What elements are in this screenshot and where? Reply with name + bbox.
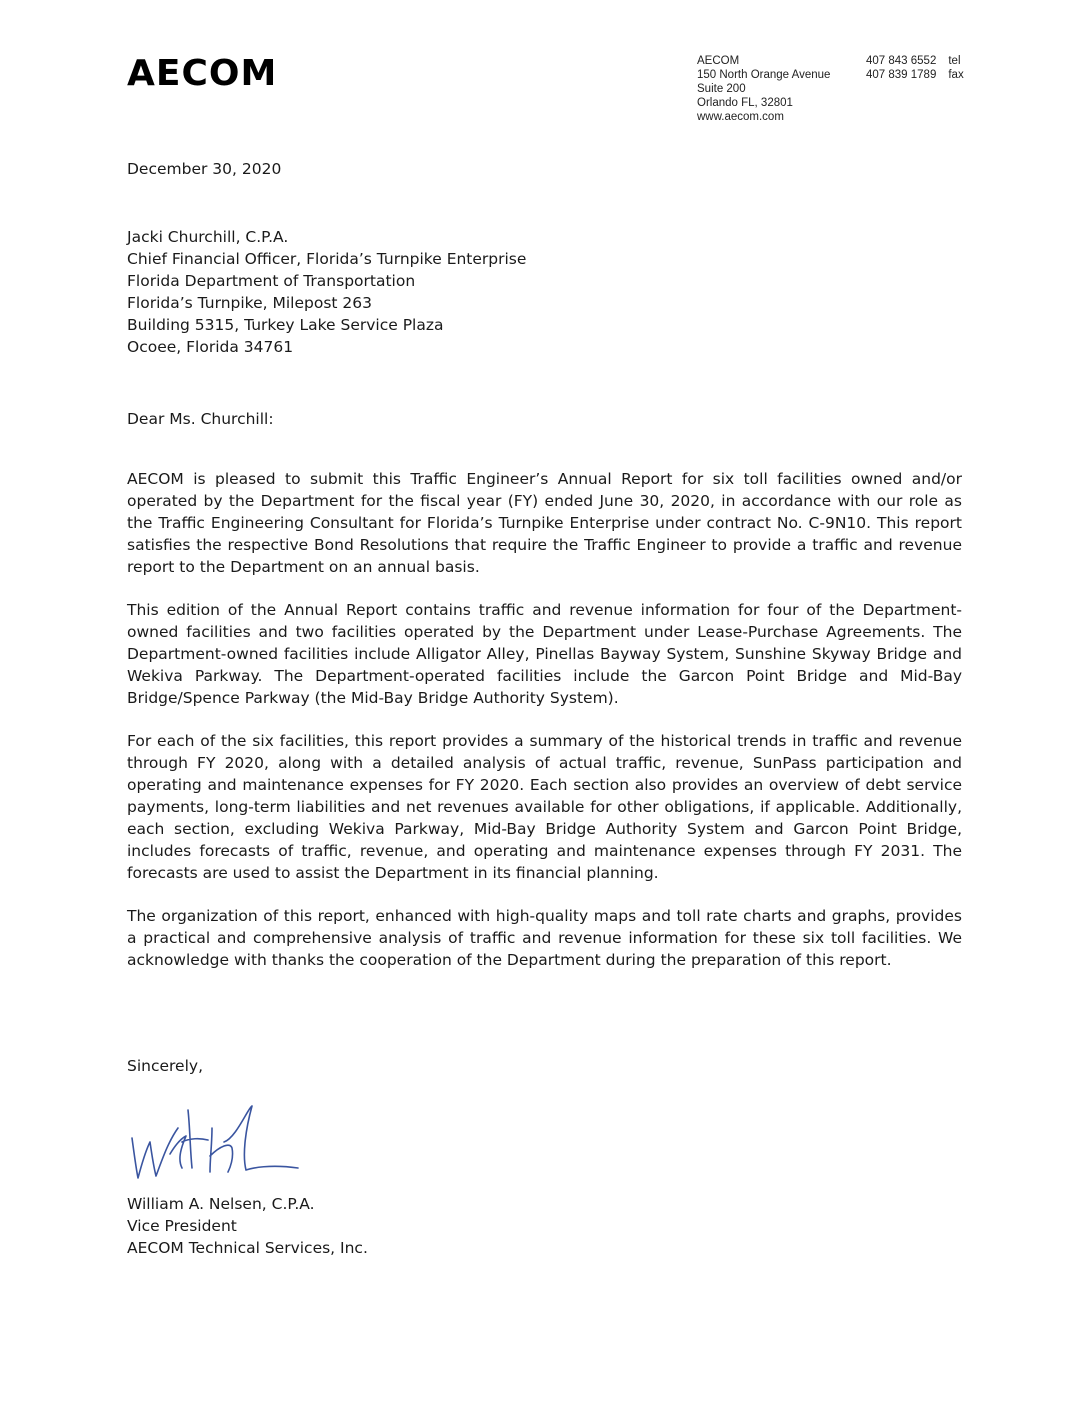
sender-address xyxy=(697,54,830,124)
recipient-line: Building 5315, Turkey Lake Service Plaza xyxy=(127,316,444,334)
recipient-line: Florida’s Turnpike, Milepost 263 xyxy=(127,294,372,312)
website-link[interactable]: www.aecom.com xyxy=(697,111,784,123)
address-line: Suite 200 xyxy=(697,83,746,95)
signer-name: William A. Nelsen, C.P.A. xyxy=(127,1195,315,1213)
signer-title: Vice President xyxy=(127,1217,237,1235)
recipient-line: Ocoee, Florida 34761 xyxy=(127,338,294,356)
phone-row-fax xyxy=(866,68,964,82)
phone-number: 407 843 6552 xyxy=(866,55,937,67)
sender-phones xyxy=(866,54,964,82)
recipient-line: Florida Department of Transportation xyxy=(127,272,416,290)
body-paragraph: AECOM is pleased to submit this Traffic Engineer’s Annual Report for six toll facilities owned and/or operated by the Department for the fiscal year (FY) ended June 30, 2020, in accordance with our role as the Traffic Engineering Consultant for Florida’s Turnpike Enterprise under contract No. C-9N10. This report satisfies the respective Bond Resolutions that require the Traffic Engineer to provide a traffic and revenue report to the Department on an annual basis. xyxy=(127,470,962,576)
address-line: 150 North Orange Avenue xyxy=(697,69,831,81)
body-paragraph: For each of the six facilities, this report provides a summary of the historical trends in traffic and revenue through FY 2020, along with a detailed analysis of actual traffic, revenue, SunPass participation and operating and maintenance expenses for FY 2020. Each section also provides an overview of debt service payments, long-term liabilities and net revenues available for other obligations, if applicable. Additionally, each section, excluding Wekiva Parkway, Mid-Bay Bridge Authority System and Garcon Point Bridge, includes forecasts of traffic, revenue, and operating and maintenance expenses through FY 2031. The forecasts are used to assist the Department in its financial planning. xyxy=(127,732,962,882)
letter-date: December 30, 2020 xyxy=(127,160,282,178)
phone-row-tel xyxy=(866,54,964,68)
aecom-logo: AECOM xyxy=(127,53,278,94)
phone-type: tel xyxy=(948,55,961,67)
handwritten-signature xyxy=(120,1098,320,1188)
recipient-line: Jacki Churchill, C.P.A. xyxy=(127,228,289,246)
signer-company: AECOM Technical Services, Inc. xyxy=(127,1239,368,1257)
recipient-line: Chief Financial Officer, Florida’s Turnpike Enterprise xyxy=(127,250,527,268)
recipient-block xyxy=(127,226,526,358)
phone-type: fax xyxy=(948,69,964,81)
signer-block xyxy=(127,1193,368,1259)
address-line: Orlando FL, 32801 xyxy=(697,97,793,109)
letter-body xyxy=(127,468,962,992)
address-line: AECOM xyxy=(697,55,740,67)
closing: Sincerely, xyxy=(127,1057,204,1075)
phone-number: 407 839 1789 xyxy=(866,69,937,81)
body-paragraph: This edition of the Annual Report contains traffic and revenue information for four of the Department-owned facilities and two facilities operated by the Department under Lease-Purchase Agreements. The Department-owned facilities include Alligator Alley, Pinellas Bayway System, Sunshine Skyway Bridge and Wekiva Parkway. The Department-operated facilities include the Garcon Point Bridge and Mid-Bay Bridge/Spence Parkway (the Mid-Bay Bridge Authority System). xyxy=(127,601,962,707)
salutation: Dear Ms. Churchill: xyxy=(127,410,274,428)
body-paragraph: The organization of this report, enhanced with high-quality maps and toll rate charts and graphs, provides a practical and comprehensive analysis of traffic and revenue information for these six toll facilities. We acknowledge with thanks the cooperation of the Department during the preparation of this report. xyxy=(127,907,962,969)
